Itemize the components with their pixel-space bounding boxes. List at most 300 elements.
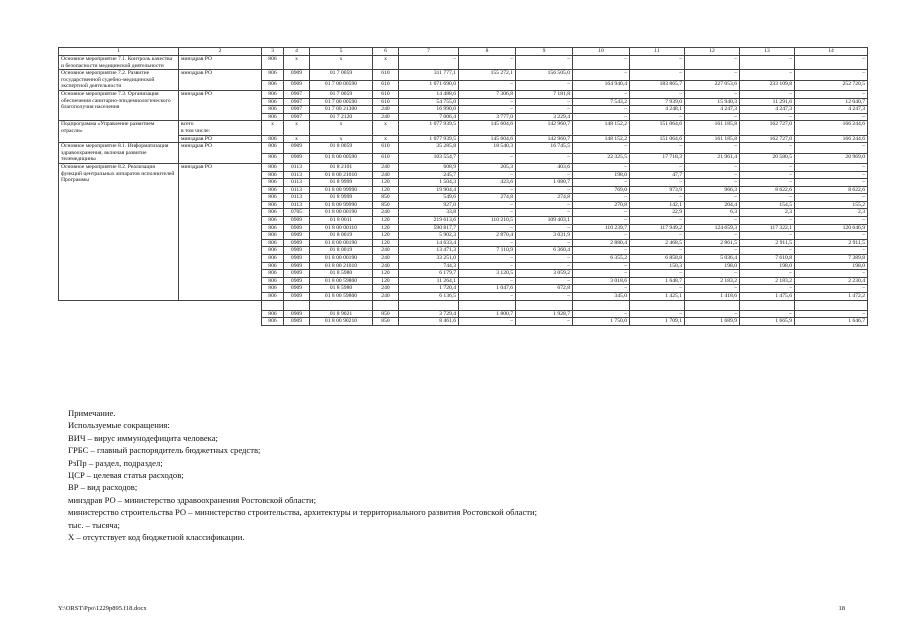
table-cell: 124 659,3 <box>685 224 740 232</box>
owner-line: всего <box>181 121 194 128</box>
table-cell: 117 322,1 <box>740 224 795 232</box>
table-cell: 120 <box>373 217 399 225</box>
table-cell: 120 <box>373 232 399 240</box>
table-cell: 806 <box>262 135 284 143</box>
table-cell: 610 <box>373 98 399 106</box>
table-cell: 610 <box>373 80 399 90</box>
table-cell: 120 646,9 <box>795 224 868 232</box>
table-row <box>59 90 868 98</box>
table-cell <box>373 300 399 310</box>
table-cell: – <box>740 70 795 80</box>
table-cell: 01 8 9999 <box>310 194 373 202</box>
table-cell: 01 8 00 99990 <box>310 186 373 194</box>
table-cell: 120 <box>373 179 399 187</box>
table-cell: 1 648,7 <box>630 277 685 285</box>
table-cell: – <box>630 143 685 153</box>
table-cell: 01 7 00 00590 <box>310 80 373 90</box>
table-cell: 806 <box>262 163 284 171</box>
table-cell: – <box>685 232 740 240</box>
table-cell: – <box>459 293 516 301</box>
table-cell: – <box>459 262 516 270</box>
table-cell: 610 <box>373 70 399 80</box>
table-cell: 145 604,6 <box>459 135 516 143</box>
table-cell: 8 622,6 <box>740 186 795 194</box>
table-cell: 0907 <box>284 90 310 98</box>
table-cell: x <box>373 56 399 70</box>
table-cell: 806 <box>262 270 284 278</box>
table-cell: 3 <box>262 48 284 56</box>
table-cell: 1 800,7 <box>459 310 516 318</box>
table-row <box>59 143 868 153</box>
table-cell: 1 <box>59 48 179 56</box>
table-cell: 966,3 <box>685 186 740 194</box>
table-cell: 403,6 <box>516 163 573 171</box>
table-cell: Основное мероприятие 8.2. Реализация функций центральных аппаратов исполнителей Программы <box>59 163 179 300</box>
table-cell: 166 244,6 <box>795 135 868 143</box>
table-cell: 142,1 <box>630 201 685 209</box>
table-cell: – <box>795 310 868 318</box>
table-cell: 6 858,8 <box>630 255 685 263</box>
table-cell: 13 <box>740 48 795 56</box>
table-cell: 01 8 00 21010 <box>310 262 373 270</box>
table-cell: Подпрограмма «Управление развитием отрасли» <box>59 121 179 143</box>
table-cell: 0907 <box>284 106 310 114</box>
table-cell: 6 355,2 <box>573 255 630 263</box>
table-cell: 1 709,1 <box>630 318 685 326</box>
table-cell: 3 059,2 <box>516 270 573 278</box>
table-cell <box>179 318 262 326</box>
table-cell: 120 <box>373 277 399 285</box>
table-cell: Основное мероприятие 7.2. Развитие государственной судебно-медицинской экспертной деятельности <box>59 70 179 91</box>
table-cell: – <box>740 232 795 240</box>
table-cell: – <box>459 201 516 209</box>
table-cell: – <box>795 270 868 278</box>
table-cell: – <box>516 277 573 285</box>
table-cell: 590 817,7 <box>399 224 459 232</box>
table-cell: 109 403,1 <box>516 217 573 225</box>
table-cell: 22,9 <box>630 209 685 217</box>
table-cell: 233 109,8 <box>740 80 795 90</box>
table-cell: 11 264,1 <box>399 277 459 285</box>
table-cell: 7 <box>399 48 459 56</box>
table-cell: – <box>740 163 795 171</box>
table-cell: x <box>284 121 310 135</box>
table-cell: – <box>740 171 795 179</box>
note-line: ГРБС – главный распорядитель бюджетных средств; <box>68 445 261 456</box>
table-cell: 01 8 5980 <box>310 270 373 278</box>
table-cell: 01 8 00 00110 <box>310 224 373 232</box>
table-cell: 110 210,5 <box>459 217 516 225</box>
table-cell: 5 902,3 <box>399 232 459 240</box>
table-cell: x <box>310 135 373 143</box>
table-cell: 0909 <box>284 255 310 263</box>
note-line: министерство строительства РО – министерство строительства, архитектуры и территориального развития Ростовской области; <box>68 507 537 518</box>
table-cell: 0113 <box>284 163 310 171</box>
note-line: тыс. – тысяча; <box>68 519 120 530</box>
table-cell: 01 8 0019 <box>310 247 373 255</box>
table-cell: 15 940,3 <box>685 98 740 106</box>
table-cell: 148 152,2 <box>573 135 630 143</box>
table-cell: 33,8 <box>399 209 459 217</box>
table-cell: – <box>630 163 685 171</box>
table-cell: 0909 <box>284 217 310 225</box>
table-cell: 01 8 0019 <box>310 232 373 240</box>
table-cell: – <box>630 194 685 202</box>
table-cell: – <box>459 239 516 247</box>
table-cell: 11 291,6 <box>740 98 795 106</box>
table-cell: 1 689,9 <box>685 318 740 326</box>
table-cell: – <box>573 285 630 293</box>
table-cell: 6 360,4 <box>516 247 573 255</box>
table-cell: 1 071 690,0 <box>399 80 459 90</box>
table-cell: 549,6 <box>399 194 459 202</box>
table-cell: 1 425,1 <box>630 293 685 301</box>
table-cell: – <box>685 90 740 98</box>
table-cell: 9 <box>516 48 573 56</box>
table-cell: 806 <box>262 106 284 114</box>
table-cell <box>262 300 284 310</box>
table-cell: – <box>795 217 868 225</box>
table-cell: 01 8 00 00190 <box>310 255 373 263</box>
table-cell: – <box>685 143 740 153</box>
table-cell: 270,8 <box>573 201 630 209</box>
table-cell: 3 729,4 <box>399 310 459 318</box>
table-cell: – <box>573 310 630 318</box>
table-cell: 2 <box>179 48 262 56</box>
table-cell: 20 580,5 <box>740 153 795 163</box>
table-cell: – <box>573 163 630 171</box>
table-cell: – <box>459 186 516 194</box>
table-cell: 806 <box>262 186 284 194</box>
table-cell: – <box>516 262 573 270</box>
table-cell: 166 244,6 <box>795 121 868 135</box>
table-cell: 154,5 <box>740 201 795 209</box>
table-cell: 0909 <box>284 224 310 232</box>
table-cell: 806 <box>262 201 284 209</box>
table-cell: 162 727,0 <box>740 135 795 143</box>
table-cell: 2 880,4 <box>573 239 630 247</box>
table-row <box>59 56 868 70</box>
table-cell: 8 461,6 <box>399 318 459 326</box>
table-cell: – <box>573 262 630 270</box>
table-cell <box>516 300 573 310</box>
table-cell: 10 <box>573 48 630 56</box>
table-cell: – <box>399 56 459 70</box>
table-cell: 806 <box>262 318 284 326</box>
table-cell: 0907 <box>284 113 310 121</box>
table-cell: Основное мероприятие 7.1. Контроль качества и безопасности медицинской деятельности <box>59 56 179 70</box>
table-cell: 0909 <box>284 247 310 255</box>
note-line: Используемые сокращения: <box>68 420 170 431</box>
table-cell: 161 185,8 <box>685 121 740 135</box>
table-cell: минздрав РО <box>179 70 262 91</box>
table-cell: – <box>740 113 795 121</box>
table-cell: 33 251,0 <box>399 255 459 263</box>
table-cell: 4 247,3 <box>740 106 795 114</box>
table-cell: 744,3 <box>399 262 459 270</box>
table-cell: 0909 <box>284 293 310 301</box>
table-cell <box>459 300 516 310</box>
table-cell: 850 <box>373 318 399 326</box>
table-cell: – <box>795 143 868 153</box>
table-cell: – <box>516 209 573 217</box>
table-cell: 345,0 <box>573 293 630 301</box>
table-cell: – <box>630 270 685 278</box>
notes-block <box>68 407 848 543</box>
table-cell: 164 940,4 <box>573 80 630 90</box>
table-cell: 850 <box>373 194 399 202</box>
table-cell: 0113 <box>284 179 310 187</box>
table-cell: 0909 <box>284 70 310 80</box>
table-cell: – <box>516 318 573 326</box>
table-cell: 806 <box>262 179 284 187</box>
table-cell: 35 285,8 <box>399 143 459 153</box>
table-cell: 806 <box>262 255 284 263</box>
table-cell: – <box>573 270 630 278</box>
table-cell: – <box>740 194 795 202</box>
table-cell: 12 040,7 <box>795 98 868 106</box>
table-cell: 274,8 <box>516 194 573 202</box>
table-cell: – <box>516 153 573 163</box>
table-cell: – <box>573 232 630 240</box>
table-cell: 120 <box>373 239 399 247</box>
table-cell: 311 777,1 <box>399 70 459 80</box>
table-cell: – <box>685 171 740 179</box>
table-cell: – <box>685 310 740 318</box>
table-cell: 2 183,2 <box>685 277 740 285</box>
table-cell: 973,9 <box>630 186 685 194</box>
table-cell: – <box>795 56 868 70</box>
budget-table <box>58 47 868 326</box>
table-cell: x <box>310 121 373 135</box>
owner-line: в том числе: <box>181 127 211 134</box>
table-cell: 120 <box>373 270 399 278</box>
table-cell: – <box>516 239 573 247</box>
spacer-row <box>59 300 868 310</box>
table-cell: 17 718,3 <box>630 153 685 163</box>
table-cell: минздрав РО <box>179 143 262 164</box>
table-cell: 806 <box>262 217 284 225</box>
table-cell: 01 8 00 00190 <box>310 209 373 217</box>
table-cell: 240 <box>373 262 399 270</box>
table-cell: 806 <box>262 262 284 270</box>
table-cell: 3 018,6 <box>573 277 630 285</box>
table-cell <box>573 300 630 310</box>
table-cell <box>399 300 459 310</box>
table-cell: 1 720,4 <box>399 285 459 293</box>
table-cell: 7 610,8 <box>740 255 795 263</box>
table-cell: 198,0 <box>795 262 868 270</box>
table-cell: – <box>573 56 630 70</box>
table-cell: Основное мероприятие 7.3. Организация обеспечения санитарно-эпидемиологического благополучия населения <box>59 90 179 120</box>
table-cell: 806 <box>262 80 284 90</box>
table-cell: 205,3 <box>459 163 516 171</box>
table-cell: 227 053,6 <box>685 80 740 90</box>
table-cell: 1 418,6 <box>685 293 740 301</box>
table-cell: 1 047,6 <box>459 285 516 293</box>
table-cell: – <box>685 179 740 187</box>
table-cell: 14 <box>795 48 868 56</box>
table-cell: 198,0 <box>573 171 630 179</box>
table-cell: 0909 <box>284 270 310 278</box>
table-cell: 01 7 00 21300 <box>310 106 373 114</box>
table-cell: 672,8 <box>516 285 573 293</box>
table-cell: 01 8 5980 <box>310 285 373 293</box>
table-cell: 0909 <box>284 239 310 247</box>
table-cell: 1 475,6 <box>740 293 795 301</box>
table-cell: 4 248,1 <box>630 106 685 114</box>
table-cell: 01 7 2120 <box>310 113 373 121</box>
table-cell: 1 665,9 <box>740 318 795 326</box>
table-cell: 3 229,4 <box>516 113 573 121</box>
table-cell: 806 <box>262 56 284 70</box>
table-cell <box>179 310 262 318</box>
table-cell: – <box>516 201 573 209</box>
table-cell: 7 006,4 <box>399 113 459 121</box>
table-cell: 1 504,3 <box>399 179 459 187</box>
table-cell: – <box>573 217 630 225</box>
table-cell: 01 8 00 59800 <box>310 277 373 285</box>
table-cell: 2 230,4 <box>795 277 868 285</box>
table-cell <box>284 300 310 310</box>
table-cell: – <box>573 247 630 255</box>
table-cell: – <box>630 232 685 240</box>
table-cell <box>740 300 795 310</box>
table-cell: 806 <box>262 98 284 106</box>
table-cell: – <box>516 255 573 263</box>
table-cell: 155 272,1 <box>459 70 516 80</box>
table-cell: 927,0 <box>399 201 459 209</box>
table-cell: 7 389,8 <box>795 255 868 263</box>
table-cell: – <box>685 70 740 80</box>
table-cell: 240 <box>373 247 399 255</box>
table-cell <box>179 121 262 135</box>
table-cell: 806 <box>262 232 284 240</box>
table-cell: 423,6 <box>459 179 516 187</box>
table-cell: 610 <box>373 143 399 153</box>
table-cell: – <box>573 209 630 217</box>
table-cell: 806 <box>262 277 284 285</box>
table-cell: – <box>740 143 795 153</box>
table-cell: 103 554,7 <box>399 153 459 163</box>
table-cell: – <box>459 255 516 263</box>
table-cell: 16 990,0 <box>399 106 459 114</box>
table-cell: 219 613,6 <box>399 217 459 225</box>
table-cell: 806 <box>262 70 284 80</box>
table-cell: – <box>740 179 795 187</box>
table-cell: 2,3 <box>740 209 795 217</box>
table-row <box>59 310 868 318</box>
table-cell: – <box>630 70 685 80</box>
table-cell: – <box>516 106 573 114</box>
table-cell: – <box>740 90 795 98</box>
table-cell: 19 904,4 <box>399 186 459 194</box>
table-cell: 6 179,7 <box>399 270 459 278</box>
table-cell: – <box>516 186 573 194</box>
table-cell: 120 <box>373 186 399 194</box>
table-cell: – <box>740 247 795 255</box>
table-cell: 1 077 939,5 <box>399 135 459 143</box>
table-cell: 240 <box>373 163 399 171</box>
table-cell: – <box>685 56 740 70</box>
table-cell: – <box>630 247 685 255</box>
table-cell: 2 911,5 <box>795 239 868 247</box>
table-cell: 7 543,2 <box>573 98 630 106</box>
table-cell: x <box>262 121 284 135</box>
table-cell: – <box>630 56 685 70</box>
table-cell: 806 <box>262 310 284 318</box>
table-cell: – <box>630 179 685 187</box>
table-cell: 3 120,5 <box>459 270 516 278</box>
table-cell <box>179 300 262 310</box>
table-cell: 21 961,4 <box>685 153 740 163</box>
table-cell: 110 239,7 <box>573 224 630 232</box>
table-cell: – <box>573 179 630 187</box>
table-cell: 806 <box>262 239 284 247</box>
table-cell: x <box>284 135 310 143</box>
table-cell: 3 031,9 <box>516 232 573 240</box>
table-cell: 806 <box>262 113 284 121</box>
table-cell: 01 8 0011 <box>310 217 373 225</box>
table-cell: 608,9 <box>399 163 459 171</box>
table-cell: 161 185,8 <box>685 135 740 143</box>
table-cell: – <box>685 163 740 171</box>
table-cell: 806 <box>262 209 284 217</box>
table-cell: – <box>795 113 868 121</box>
table-cell: 162 727,0 <box>740 121 795 135</box>
table-cell: 54 755,0 <box>399 98 459 106</box>
table-cell: 8 622,6 <box>795 186 868 194</box>
table-cell: – <box>685 217 740 225</box>
table-cell: 01 8 00 90210 <box>310 318 373 326</box>
table-cell: 1 080,7 <box>516 179 573 187</box>
note-line: ЦСР – целевая статья расходов; <box>68 470 184 481</box>
table-cell: – <box>459 98 516 106</box>
table-cell: минздрав РО <box>179 163 262 300</box>
table-cell: 6,3 <box>685 209 740 217</box>
table-cell: – <box>685 285 740 293</box>
table-cell: 01 8 9999 <box>310 179 373 187</box>
table-cell: 769,0 <box>573 186 630 194</box>
header-row <box>59 48 868 56</box>
table-cell: 22 325,5 <box>573 153 630 163</box>
table-cell: 806 <box>262 90 284 98</box>
table-cell: 117 949,2 <box>630 224 685 232</box>
table-cell: 3 777,0 <box>459 113 516 121</box>
table-cell: – <box>516 293 573 301</box>
table-cell: 151 064,6 <box>630 121 685 135</box>
table-cell: 145 604,6 <box>459 121 516 135</box>
table-cell <box>685 300 740 310</box>
table-cell: x <box>373 121 399 135</box>
table-cell: x <box>284 56 310 70</box>
table-cell: – <box>685 247 740 255</box>
table-cell: 01 7 0059 <box>310 70 373 80</box>
table-cell: 0909 <box>284 277 310 285</box>
table-cell: 20 969,0 <box>795 153 868 163</box>
table-cell: 2 861,5 <box>685 239 740 247</box>
table-cell: – <box>459 171 516 179</box>
table-cell: 610 <box>373 90 399 98</box>
table-cell: – <box>740 285 795 293</box>
table-cell: – <box>573 106 630 114</box>
table-cell: 274,8 <box>459 194 516 202</box>
table-cell: 240 <box>373 209 399 217</box>
table-cell: 6 <box>373 48 399 56</box>
table-cell: Основное мероприятие 8.1. Информатизация здравоохранения, включая развитие телемедицины <box>59 143 179 164</box>
table-cell: 1 750,0 <box>573 318 630 326</box>
table-cell: 01 8 00 59800 <box>310 293 373 301</box>
